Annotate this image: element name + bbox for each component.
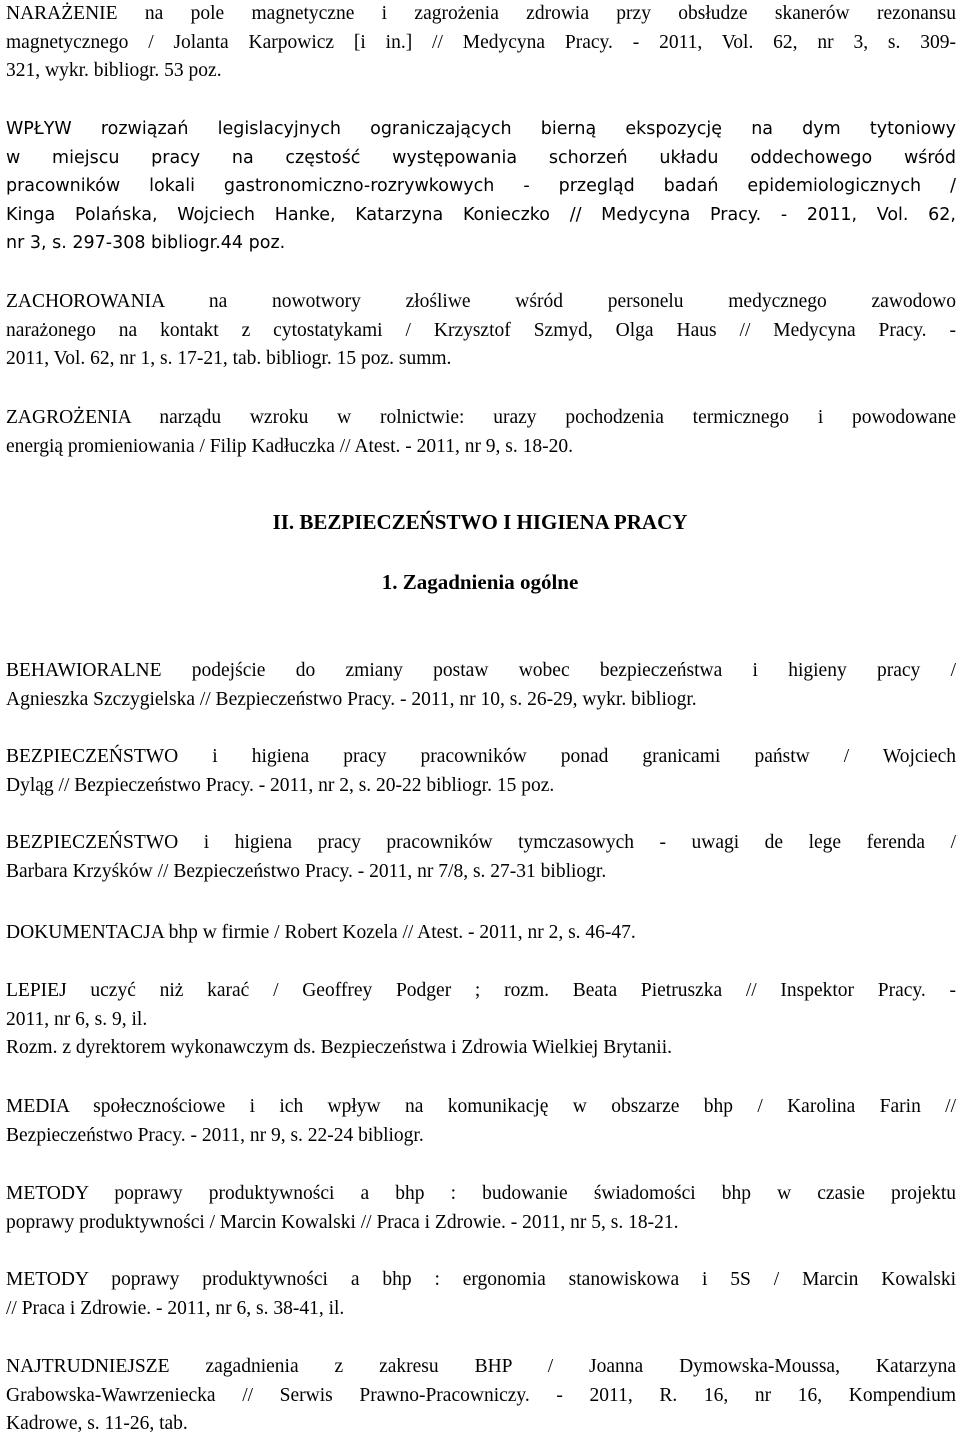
entry-line: BEZPIECZEŃSTWO i higiena pracy pracowników ponad granicami państw / Wojciech xyxy=(6,746,956,767)
entry-line: Agnieszka Szczygielska // Bezpieczeństwo Pracy. - 2011, nr 10, s. 26-29, wykr. bibliogr. xyxy=(6,688,697,710)
bibliography-entry xyxy=(6,919,956,948)
entry-line: Barbara Krzyśków // Bezpieczeństwo Pracy. - 2011, nr 7/8, s. 27-31 bibliogr. xyxy=(6,860,607,882)
entry-line: magnetycznego / Jolanta Karpowicz [i in.] // Medycyna Pracy. - 2011, Vol. 62, nr 3, s. 309- xyxy=(6,31,956,53)
bibliography-entry xyxy=(6,743,956,800)
entry-line: BEHAWIORALNE podejście do zmiany postaw wobec bezpieczeństwa i higieny pracy / xyxy=(6,660,956,681)
entry-line: Grabowska-Wawrzeniecka // Serwis Prawno-Pracowniczy. - 2011, R. 16, nr 16, Kompendium xyxy=(6,1384,956,1406)
bibliography-entry xyxy=(6,115,956,258)
bibliography-entry xyxy=(6,1353,956,1439)
entry-line: 2011, nr 6, s. 9, il. xyxy=(6,1008,148,1030)
subsection-heading: 1. Zagadnienia ogólne xyxy=(381,570,579,594)
entry-line: Kinga Polańska, Wojciech Hanke, Katarzyna Konieczko // Medycyna Pracy. - 2011, Vol. 62, xyxy=(6,204,956,225)
entry-line: LEPIEJ uczyć niż karać / Geoffrey Podger ; rozm. Beata Pietruszka // Inspektor Pracy. - xyxy=(6,980,956,1001)
bibliography-entry xyxy=(6,404,956,461)
bibliography-entry xyxy=(6,657,956,714)
entry-line: NAJTRUDNIEJSZE zagadnienia z zakresu BHP / Joanna Dymowska-Moussa, Katarzyna xyxy=(6,1356,956,1377)
entry-line: NARAŻENIE na pole magnetyczne i zagrożenia zdrowia przy obsłudze skanerów rezonansu xyxy=(6,3,956,24)
bibliography-entry xyxy=(6,829,956,886)
entry-line: w miejscu pracy na częstość występowania schorzeń układu oddechowego wśród xyxy=(6,147,956,168)
entry-line: Dyląg // Bezpieczeństwo Pracy. - 2011, nr 2, s. 20-22 bibliogr. 15 poz. xyxy=(6,774,555,796)
bibliography-entry xyxy=(6,1180,956,1237)
entry-line: MEDIA społecznościowe i ich wpływ na komunikację w obszarze bhp / Karolina Farin // xyxy=(6,1096,956,1117)
entry-note: Rozm. z dyrektorem wykonawczym ds. Bezpieczeństwa i Zdrowia Wielkiej Brytanii. xyxy=(6,1037,672,1058)
section-heading: II. BEZPIECZEŃSTWO I HIGIENA PRACY xyxy=(272,510,688,534)
bibliography-entry xyxy=(6,0,956,86)
entry-line: BEZPIECZEŃSTWO i higiena pracy pracowników tymczasowych - uwagi de lege ferenda / xyxy=(6,832,956,853)
entry-line: ZAGROŻENIA narządu wzroku w rolnictwie: urazy pochodzenia termicznego i powodowane xyxy=(6,407,956,428)
entry-line: pracowników lokali gastronomiczno-rozrywkowych - przegląd badań epidemiologicznych / xyxy=(6,176,956,196)
entry-line: // Praca i Zdrowie. - 2011, nr 6, s. 38-41, il. xyxy=(6,1297,345,1319)
entry-line: DOKUMENTACJA bhp w firmie / Robert Kozela // Atest. - 2011, nr 2, s. 46-47. xyxy=(6,922,636,943)
entry-line: nr 3, s. 297-308 bibliogr.44 poz. xyxy=(6,233,286,253)
entry-line: METODY poprawy produktywności a bhp : budowanie świadomości bhp w czasie projektu xyxy=(6,1183,956,1204)
entry-line: poprawy produktywności / Marcin Kowalski // Praca i Zdrowie. - 2011, nr 5, s. 18-21. xyxy=(6,1211,679,1233)
entry-line: narażonego na kontakt z cytostatykami / Krzysztof Szmyd, Olga Haus // Medycyna Pracy. - xyxy=(6,319,956,341)
entry-line: energią promieniowania / Filip Kadłuczka // Atest. - 2011, nr 9, s. 18-20. xyxy=(6,435,574,457)
entry-line: ZACHOROWANIA na nowotwory złośliwe wśród personelu medycznego zawodowo xyxy=(6,291,956,312)
entry-line: 2011, Vol. 62, nr 1, s. 17-21, tab. bibliogr. 15 poz. summ. xyxy=(6,348,452,369)
entry-line: Kadrowe, s. 11-26, tab. xyxy=(6,1413,188,1434)
bibliography-entry xyxy=(6,288,956,374)
bibliography-entry xyxy=(6,977,956,1063)
entry-line: 321, wykr. bibliogr. 53 poz. xyxy=(6,60,222,81)
bibliography-entry xyxy=(6,1093,956,1150)
bibliography-entry xyxy=(6,1266,956,1323)
entry-line: METODY poprawy produktywności a bhp : ergonomia stanowiskowa i 5S / Marcin Kowalski xyxy=(6,1269,956,1290)
entry-line: WPŁYW rozwiązań legislacyjnych ograniczających bierną ekspozycję na dym tytoniowy xyxy=(6,119,956,139)
entry-line: Bezpieczeństwo Pracy. - 2011, nr 9, s. 22-24 bibliogr. xyxy=(6,1124,424,1146)
